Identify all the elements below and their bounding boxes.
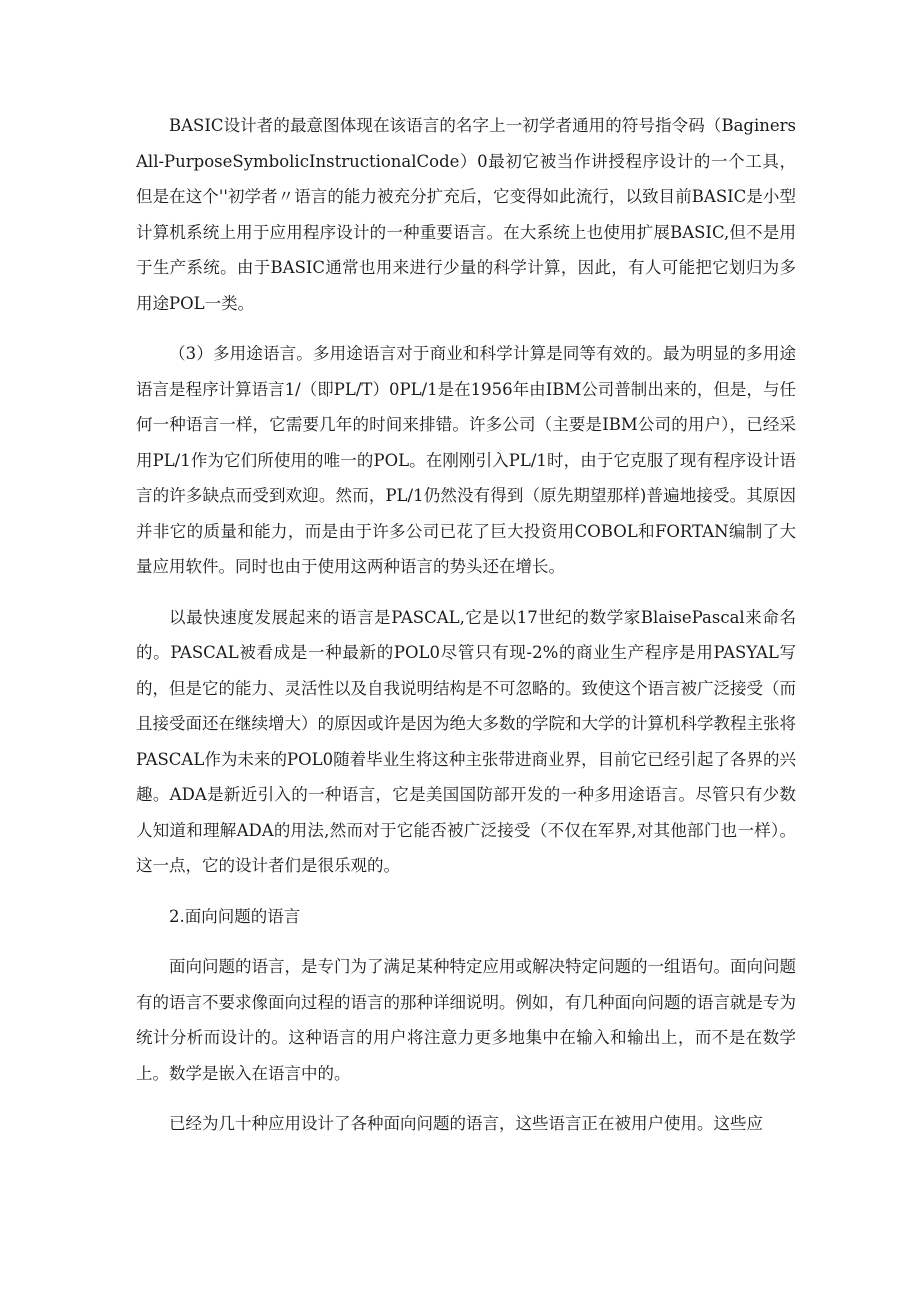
section-heading: 2.面向问题的语言 bbox=[169, 906, 301, 926]
paragraph-problem-oriented: 面向问题的语言，是专门为了满足某种特定应用或解决特定问题的一组语句。面向问题有的语言不要求像面向过程的语言的那种详细说明。例如，有几种面向问题的语言就是专为统计分析而设计的。这种语言的用户将注意力更多地集中在输入和输出上，而不是在数学上。数学是嵌入在语言中的。 bbox=[136, 957, 796, 1083]
paragraph-pascal-ada: 以最快速度发展起来的语言是PASCAL,它是以17世纪的数学家BlaisePascal来命名的。PASCAL被看成是一种最新的POL0尽管只有现-2%的商业生产程序是用PASYAL写的，但是它的能力、灵活性以及自我说明结构是不可忽略的。致使这个语言被广泛接受（而且接受面还在继续增大）的原因或许是因为绝大多数的学院和大学的计算机科学教程主张将PASCAL作为未来的POL0随着毕业生将这种主张带进商业界，目前它已经引起了各界的兴趣。ADA是新近引入的一种语言，它是美国国防部开发的一种多用途语言。尽管只有少数人知道和理解ADA的用法,然而对于它能否被广泛接受（不仅在军界,对其他部门也一样）。这一点，它的设计者们是很乐观的。 bbox=[136, 607, 796, 875]
paragraph-applications: 已经为几十种应用设计了各种面向问题的语言，这些语言正在被用户使用。这些应 bbox=[169, 1114, 763, 1133]
document-body bbox=[136, 108, 796, 1157]
paragraph-multipurpose-language: （3）多用途语言。多用途语言对于商业和科学计算是同等有效的。最为明显的多用途语言是程序计算语言1/（即PL/T）0PL/1是在1956年由IBM公司普制出来的，但是，与任何一种语言一样，它需要几年的时间来排错。许多公司（主要是IBM公司的用户），已经采用PL/1作为它们所使用的唯一的POL。在刚刚引入PL/1时，由于它克服了现有程序设计语言的许多缺点而受到欢迎。然而，PL/1仍然没有得到（原先期望那样)普遍地接受。其原因并非它的质量和能力，而是由于许多公司已花了巨大投资用COBOL和FORTAN编制了大量应用软件。同时也由于使用这两种语言的势头还在增长。 bbox=[136, 344, 796, 576]
paragraph-basic: BASIC设计者的最意图体现在该语言的名字上一初学者通用的符号指令码（BaginersAll-PurposeSymbolicInstructionalCode）0最初它被当作讲授程序设计的一个工具，但是在这个''初学者〃语言的能力被充分扩充后，它变得如此流行，以致目前BASIC是小型计算机系统上用于应用程序设计的一种重要语言。在大系统上也使用扩展BASIC,但不是用于生产系统。由于BASIC通常也用来进行少量的科学计算，因此，有人可能把它划归为多用途POL一类。 bbox=[136, 116, 796, 313]
